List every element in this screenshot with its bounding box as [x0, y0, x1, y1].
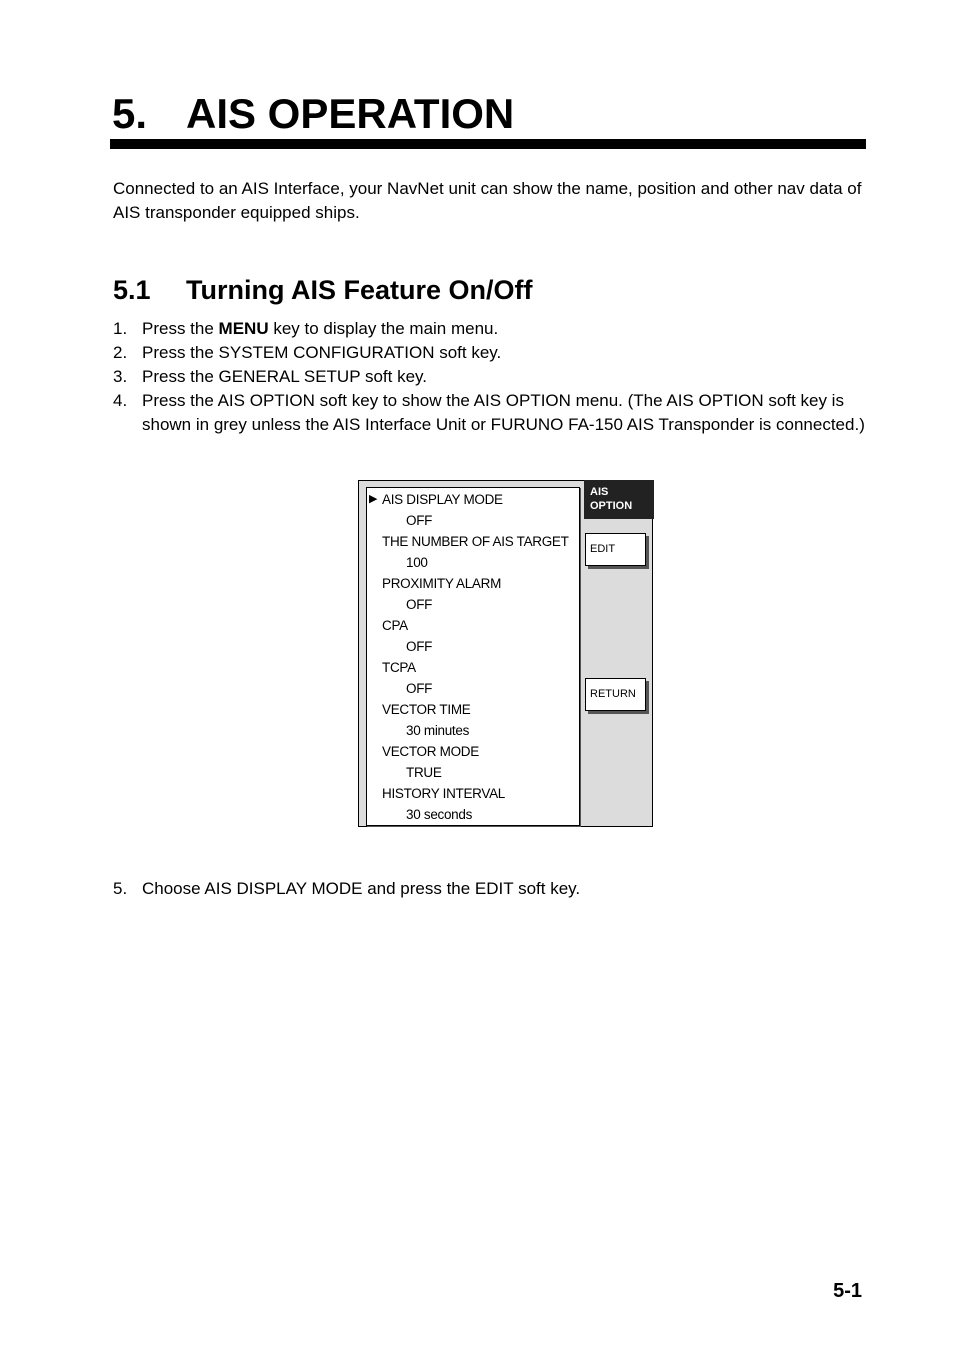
menu-item-cpa[interactable]: CPA: [382, 618, 408, 633]
step-text-pre: Press the: [142, 319, 219, 338]
step-text: Press the GENERAL SETUP soft key.: [142, 367, 428, 386]
menu-item-tcpa[interactable]: TCPA: [382, 660, 416, 675]
menu-item-ais-display-mode[interactable]: AIS DISPLAY MODE: [382, 492, 503, 507]
return-softkey[interactable]: RETURN: [585, 678, 646, 711]
softkey-title-line: AIS: [590, 486, 609, 498]
step-4: [113, 389, 873, 437]
step-text: [142, 317, 873, 341]
menu-value: 30 minutes: [406, 723, 470, 738]
section-title-text: Turning AIS Feature On/Off: [186, 275, 533, 305]
chapter-number: 5.: [112, 90, 148, 137]
softkey-title-line: OPTION: [590, 500, 633, 512]
page-number: 5-1: [833, 1280, 862, 1302]
chapter-title-text: AIS OPERATION: [186, 90, 515, 137]
section-title: [113, 270, 533, 310]
step-number: 4.: [113, 391, 128, 410]
step-text: Choose AIS DISPLAY MODE and press the EDIT soft key.: [142, 879, 581, 898]
menu-item-vector-time[interactable]: VECTOR TIME: [382, 702, 471, 717]
ais-option-menu: [366, 487, 580, 826]
step-5: [113, 877, 873, 901]
menu-value: TRUE: [406, 765, 442, 780]
menu-value: OFF: [406, 681, 433, 696]
menu-item-proximity-alarm[interactable]: PROXIMITY ALARM: [382, 576, 502, 591]
intro-paragraph: Connected to an AIS Interface, your NavNet unit can show the name, position and other nav data of AIS transponder equipped ships.: [113, 179, 862, 222]
menu-item-history-interval[interactable]: HISTORY INTERVAL: [382, 786, 505, 801]
step-3: [113, 365, 873, 389]
step-number: 3.: [113, 367, 128, 386]
menu-value: OFF: [406, 597, 433, 612]
step-number: 1.: [113, 319, 128, 338]
step-number: 2.: [113, 343, 128, 362]
menu-value: 30 seconds: [406, 807, 473, 822]
title-rule: [110, 139, 866, 149]
menu-item-number-of-ais-target[interactable]: THE NUMBER OF AIS TARGET: [382, 534, 569, 549]
cursor-arrow-icon: ▶: [369, 493, 378, 505]
menu-value: OFF: [406, 639, 433, 654]
step-number: 5.: [113, 879, 128, 898]
steps-list: [113, 317, 873, 437]
step-text: Press the SYSTEM CONFIGURATION soft key.: [142, 343, 502, 362]
step-1: [113, 317, 873, 341]
menu-value: OFF: [406, 513, 433, 528]
softkey-title: [584, 480, 654, 519]
step-text: Press the AIS OPTION soft key to show the AIS OPTION menu. (The AIS OPTION soft key is shown in grey unless the AIS Interface Unit or FURUNO FA-150 AIS Transponder is connected.): [142, 391, 865, 434]
step-2: [113, 341, 873, 365]
chapter-title: [112, 88, 514, 140]
menu-key-name: MENU: [218, 319, 269, 338]
edit-softkey[interactable]: EDIT: [585, 533, 646, 566]
step-text-post: key to display the main menu.: [268, 319, 499, 338]
ais-option-screen: [358, 480, 653, 827]
menu-value: 100: [406, 555, 428, 570]
menu-item-vector-mode[interactable]: VECTOR MODE: [382, 744, 479, 759]
section-number: 5.1: [113, 275, 151, 305]
